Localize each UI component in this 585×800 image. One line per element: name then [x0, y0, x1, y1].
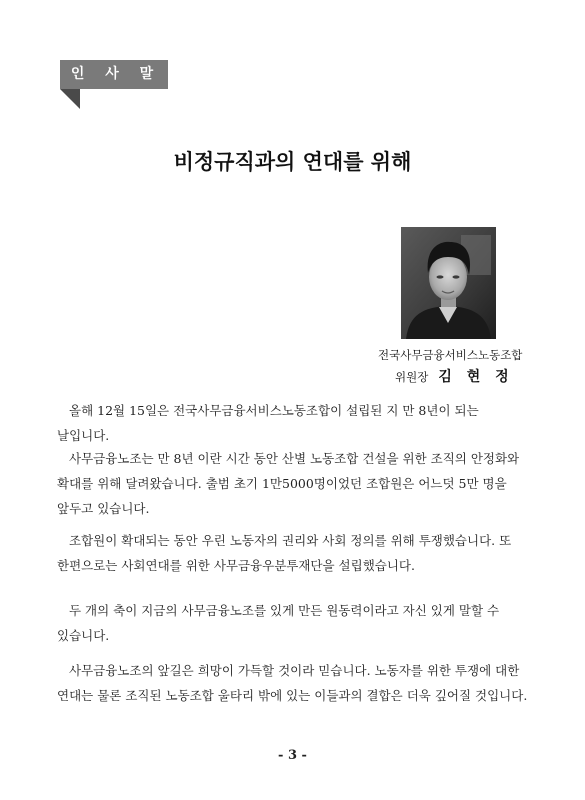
author-signature [395, 366, 514, 386]
paragraph-4: 두 개의 축이 지금의 사무금융노조를 있게 만든 원동력이라고 자신 있게 말할 수 있습니다. [57, 603, 500, 643]
section-tab-fold [60, 89, 80, 109]
author-role: 위원장 [395, 370, 429, 384]
section-tab-label: 인 사 말 [70, 66, 162, 82]
page-number: - 3 - [278, 748, 307, 763]
paragraph-3-block [57, 528, 529, 578]
paragraph-1: 올해 12월 15일은 전국사무금융서비스노동조합이 설립된 지 만 8년이 되는 날입니다. [57, 403, 479, 443]
paragraph-3: 조합원이 확대되는 동안 우린 노동자의 권리와 사회 정의를 위해 투쟁했습니다. 또 한편으로는 사회연대를 위한 사무금융우분투재단을 설립했습니다. [57, 533, 512, 573]
paragraph-5-block [57, 658, 529, 708]
author-photo [401, 227, 496, 339]
paragraph-4-block [57, 598, 529, 648]
section-tab [60, 60, 168, 89]
author-portrait-image [401, 227, 496, 339]
author-organization: 전국사무금융서비스노동조합 [378, 348, 523, 362]
page-title: 비정규직과의 연대를 위해 [173, 150, 412, 174]
paragraph-5: 사무금융노조의 앞길은 희망이 가득할 것이라 믿습니다. 노동자를 위한 투쟁에 대한 연대는 물론 조직된 노동조합 울타리 밖에 있는 이들과의 결합은 더욱 깊어질 것입니다. [57, 663, 528, 703]
paragraph-2: 사무금융노조는 만 8년 이란 시간 동안 산별 노동조합 건설을 위한 조직의 안정화와 확대를 위해 달려왔습니다. 출범 초기 1만5000명이었던 조합원은 어느덧 5만 명을 앞두고 있습니다. [57, 451, 520, 516]
paragraph-1-block [57, 398, 529, 448]
paragraph-2-block [57, 446, 529, 521]
author-name: 김 현 정 [438, 369, 514, 385]
